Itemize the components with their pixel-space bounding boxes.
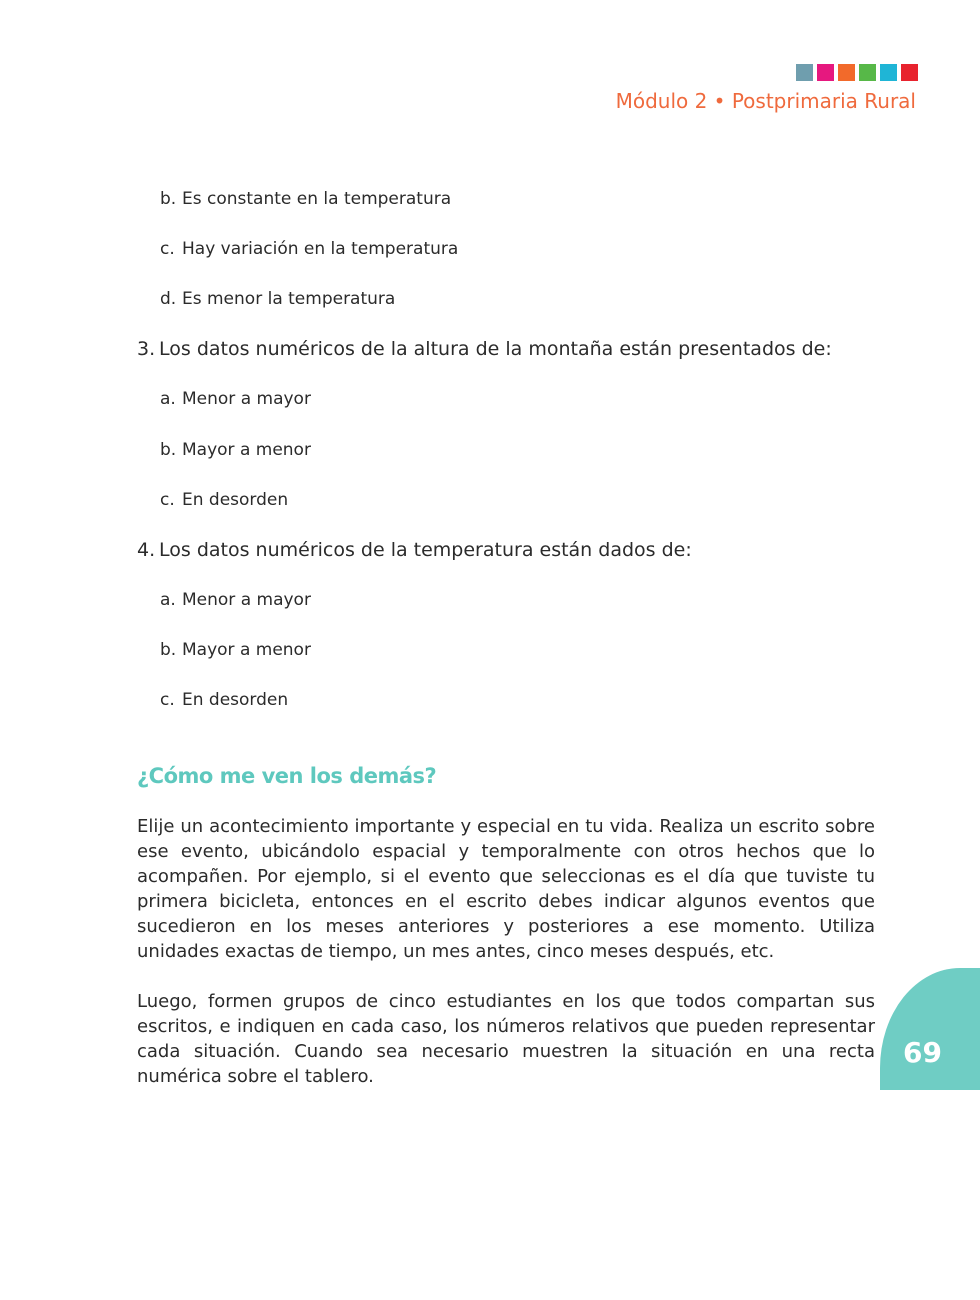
color-square bbox=[817, 64, 834, 81]
option-text: En desorden bbox=[182, 690, 289, 710]
page-number: 69 bbox=[903, 1036, 942, 1069]
option-text: Hay variación en la temperatura bbox=[182, 239, 459, 259]
question-3 bbox=[137, 338, 832, 360]
q3-option-c bbox=[160, 490, 288, 510]
option-text: En desorden bbox=[182, 490, 289, 510]
q4-option-a bbox=[160, 590, 311, 610]
option-letter: a. bbox=[160, 590, 176, 610]
q4-option-c bbox=[160, 690, 288, 710]
question-4 bbox=[137, 539, 692, 561]
option-text: Mayor a menor bbox=[182, 640, 311, 660]
option-letter: c. bbox=[160, 490, 175, 510]
color-square bbox=[880, 64, 897, 81]
question-number: 4. bbox=[137, 539, 156, 561]
option-letter: b. bbox=[160, 440, 177, 460]
color-square bbox=[859, 64, 876, 81]
section-paragraph-2: Luego, formen grupos de cinco estudiantes en los que todos compartan sus escritos, e indiquen en cada caso, los números relativos que pueden representar cada situación. Cuando sea necesario muestren la situación en una recta numérica sobre el tablero. bbox=[137, 991, 875, 1087]
option-letter: c. bbox=[160, 239, 175, 259]
question-text: Los datos numéricos de la altura de la montaña están presentados de: bbox=[159, 338, 832, 360]
option-text: Mayor a menor bbox=[182, 440, 311, 460]
option-letter: c. bbox=[160, 690, 175, 710]
module-header-title: Módulo 2 • Postprimaria Rural bbox=[615, 89, 916, 113]
option-d bbox=[160, 289, 395, 309]
option-text: Menor a mayor bbox=[182, 389, 311, 409]
q4-option-b bbox=[160, 640, 311, 660]
option-text: Menor a mayor bbox=[182, 590, 311, 610]
section-title: ¿Cómo me ven los demás? bbox=[137, 764, 437, 788]
q3-option-a bbox=[160, 389, 311, 409]
option-b bbox=[160, 189, 451, 209]
question-text: Los datos numéricos de la temperatura están dados de: bbox=[159, 539, 692, 561]
option-c bbox=[160, 239, 458, 259]
question-number: 3. bbox=[137, 338, 156, 360]
option-letter: b. bbox=[160, 189, 177, 209]
option-letter: d. bbox=[160, 289, 177, 309]
page-number-tab bbox=[880, 968, 980, 1090]
option-text: Es menor la temperatura bbox=[182, 289, 396, 309]
section-paragraph-1: Elije un acontecimiento importante y especial en tu vida. Realiza un escrito sobre ese evento, ubicándolo espacial y temporalmente con otros hechos que lo acompañen. Por ejemplo, si el evento que seleccionas es el día que tuviste tu primera bicicleta, entonces en el escrito debes indicar algunos eventos que sucedieron en los meses anteriores y posteriores a ese momento. Utiliza unidades exactas de tiempo, un mes antes, cinco meses después, etc. bbox=[137, 816, 875, 962]
option-letter: b. bbox=[160, 640, 177, 660]
header-color-squares bbox=[796, 64, 918, 81]
option-text: Es constante en la temperatura bbox=[182, 189, 452, 209]
option-letter: a. bbox=[160, 389, 176, 409]
color-square bbox=[901, 64, 918, 81]
color-square bbox=[796, 64, 813, 81]
color-square bbox=[838, 64, 855, 81]
q3-option-b bbox=[160, 440, 311, 460]
